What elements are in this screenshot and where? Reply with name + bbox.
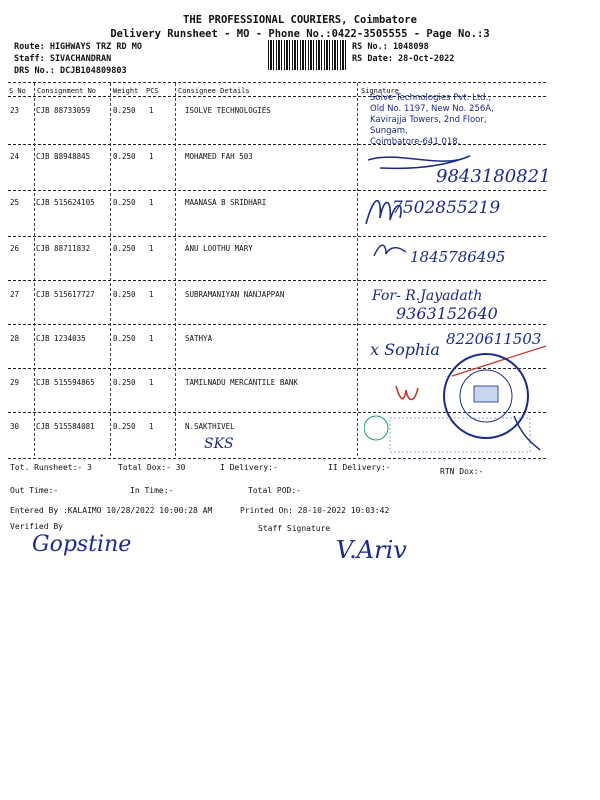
out-time: Out Time:- bbox=[10, 486, 59, 495]
signature-scribble-26 bbox=[372, 240, 412, 260]
row-weight: 0.250 bbox=[113, 198, 136, 207]
signature-scribble-29 bbox=[392, 380, 422, 410]
phone-26: 1845786495 bbox=[410, 248, 506, 266]
row-consignment: CJB 515624105 bbox=[36, 198, 95, 207]
phone-24: 9843180821 bbox=[436, 166, 551, 187]
verified-by-label: Verified By bbox=[10, 522, 63, 531]
row-consignment: CJB 88948845 bbox=[36, 152, 91, 161]
col-divider bbox=[357, 83, 358, 456]
row-consignment: CJB 515594865 bbox=[36, 378, 95, 387]
row-sno: 23 bbox=[10, 106, 20, 115]
row-pcs: 1 bbox=[149, 422, 154, 431]
row-sno: 28 bbox=[10, 334, 20, 343]
row-consignee: SUBRAMANIYAN NANJAPPAN bbox=[185, 290, 285, 299]
ii-delivery: II Delivery:- bbox=[328, 463, 391, 472]
row-weight: 0.250 bbox=[113, 378, 136, 387]
col-signature: Signature bbox=[361, 87, 399, 95]
row-sno: 30 bbox=[10, 422, 20, 431]
stamp-line: Kavirajja Towers, 2nd Floor, bbox=[370, 115, 487, 125]
row-consignee: SATHYA bbox=[185, 334, 213, 343]
total-pod: Total POD:- bbox=[248, 486, 301, 495]
row-weight: 0.250 bbox=[113, 152, 136, 161]
staff-signature-label: Staff Signature bbox=[258, 524, 331, 533]
col-divider bbox=[110, 83, 111, 456]
row-divider bbox=[8, 280, 546, 281]
row-pcs: 1 bbox=[149, 334, 154, 343]
row-weight: 0.250 bbox=[113, 290, 136, 299]
row-consignee: MAANASA B SRIDHARI bbox=[185, 198, 267, 207]
row-consignee: TAMILNADU MERCANTILE BANK bbox=[185, 378, 298, 387]
row-sno: 26 bbox=[10, 244, 20, 253]
table-bottom-rule bbox=[8, 458, 546, 459]
row-consignment: CJB 88711832 bbox=[36, 244, 91, 253]
sks-stamp-icon bbox=[364, 410, 544, 460]
rs-date: RS Date: 28-Oct-2022 bbox=[352, 54, 455, 64]
row-consignment: CJB 1234035 bbox=[36, 334, 86, 343]
drs-label: DRS No.: DCJB104809803 bbox=[14, 66, 127, 76]
row-pcs: 1 bbox=[149, 290, 154, 299]
col-pcs: PCS bbox=[146, 87, 159, 95]
stamp-line: Sungam, bbox=[370, 126, 408, 136]
receiver-27: For- R.Jayadath bbox=[372, 288, 483, 304]
staff-signature: V.Ariv bbox=[336, 536, 407, 564]
row-pcs: 1 bbox=[149, 244, 154, 253]
row-consignee: ANU LOOTHU MARY bbox=[185, 244, 253, 253]
entered-by: Entered By :KALAIMO 10/28/2022 10:00:28 AM bbox=[10, 506, 213, 515]
row-divider bbox=[8, 324, 546, 325]
tot-runsheet: Tot. Runsheet:- 3 bbox=[10, 463, 92, 472]
col-weight: Weight bbox=[113, 87, 139, 95]
row-sno: 27 bbox=[10, 290, 20, 299]
verifier-signature: Gopstine bbox=[32, 532, 132, 557]
runsheet-subtitle: Delivery Runsheet - MO - Phone No.:0422-3505555 - Page No.:3 bbox=[110, 28, 490, 40]
row-pcs: 1 bbox=[149, 198, 154, 207]
rtn-dox: RTN Dox:- bbox=[440, 467, 484, 476]
barcode bbox=[268, 40, 346, 70]
row-weight: 0.250 bbox=[113, 244, 136, 253]
col-divider bbox=[34, 83, 35, 456]
i-delivery: I Delivery:- bbox=[220, 463, 278, 472]
phone-25: 7502855219 bbox=[392, 198, 501, 218]
stamp-line: Old No. 1197, New No. 256A, bbox=[370, 104, 494, 114]
total-dox: Total Dox:- 30 bbox=[118, 463, 186, 472]
route-label: Route: HIGHWAYS TRZ RD MO bbox=[14, 42, 142, 52]
printed-on: Printed On: 28-10-2022 10:03:42 bbox=[240, 506, 390, 515]
row-pcs: 1 bbox=[149, 106, 154, 115]
col-sno: S No bbox=[9, 87, 26, 95]
table-top-rule bbox=[8, 82, 546, 83]
row-consignment: CJB 88733059 bbox=[36, 106, 91, 115]
row-sno: 24 bbox=[10, 152, 20, 161]
row-pcs: 1 bbox=[149, 378, 154, 387]
phone-28: 8220611503 bbox=[446, 330, 542, 348]
row-sno: 25 bbox=[10, 198, 20, 207]
col-consignee: Consignee Details bbox=[178, 87, 250, 95]
row-consignment: CJB 515617727 bbox=[36, 290, 95, 299]
row-consignee: ISOLVE TECHNOLOGIES bbox=[185, 106, 271, 115]
rs-no: RS No.: 1048098 bbox=[352, 42, 429, 52]
stamp-line: Solve Technologies Pvt. Ltd., bbox=[370, 93, 491, 103]
initials-30: SKS bbox=[204, 436, 234, 452]
row-weight: 0.250 bbox=[113, 422, 136, 431]
col-divider bbox=[175, 83, 176, 456]
row-weight: 0.250 bbox=[113, 106, 136, 115]
receiver-28: x Sophia bbox=[370, 340, 440, 359]
row-pcs: 1 bbox=[149, 152, 154, 161]
staff-label: Staff: SIVACHANDRAN bbox=[14, 54, 112, 64]
company-title: THE PROFESSIONAL COURIERS, Coimbatore bbox=[183, 14, 417, 26]
row-consignee: MOHAMED FAH 503 bbox=[185, 152, 253, 161]
row-sno: 29 bbox=[10, 378, 20, 387]
in-time: In Time:- bbox=[130, 486, 174, 495]
col-consignment: Consignment No bbox=[37, 87, 97, 95]
row-divider bbox=[8, 236, 546, 237]
phone-27: 9363152640 bbox=[396, 304, 498, 323]
row-consignee: N.SAKTHIVEL bbox=[185, 422, 235, 431]
stamp-line: Coimbatore-641 018. bbox=[370, 137, 461, 147]
row-consignment: CJB 515584081 bbox=[36, 422, 95, 431]
row-weight: 0.250 bbox=[113, 334, 136, 343]
